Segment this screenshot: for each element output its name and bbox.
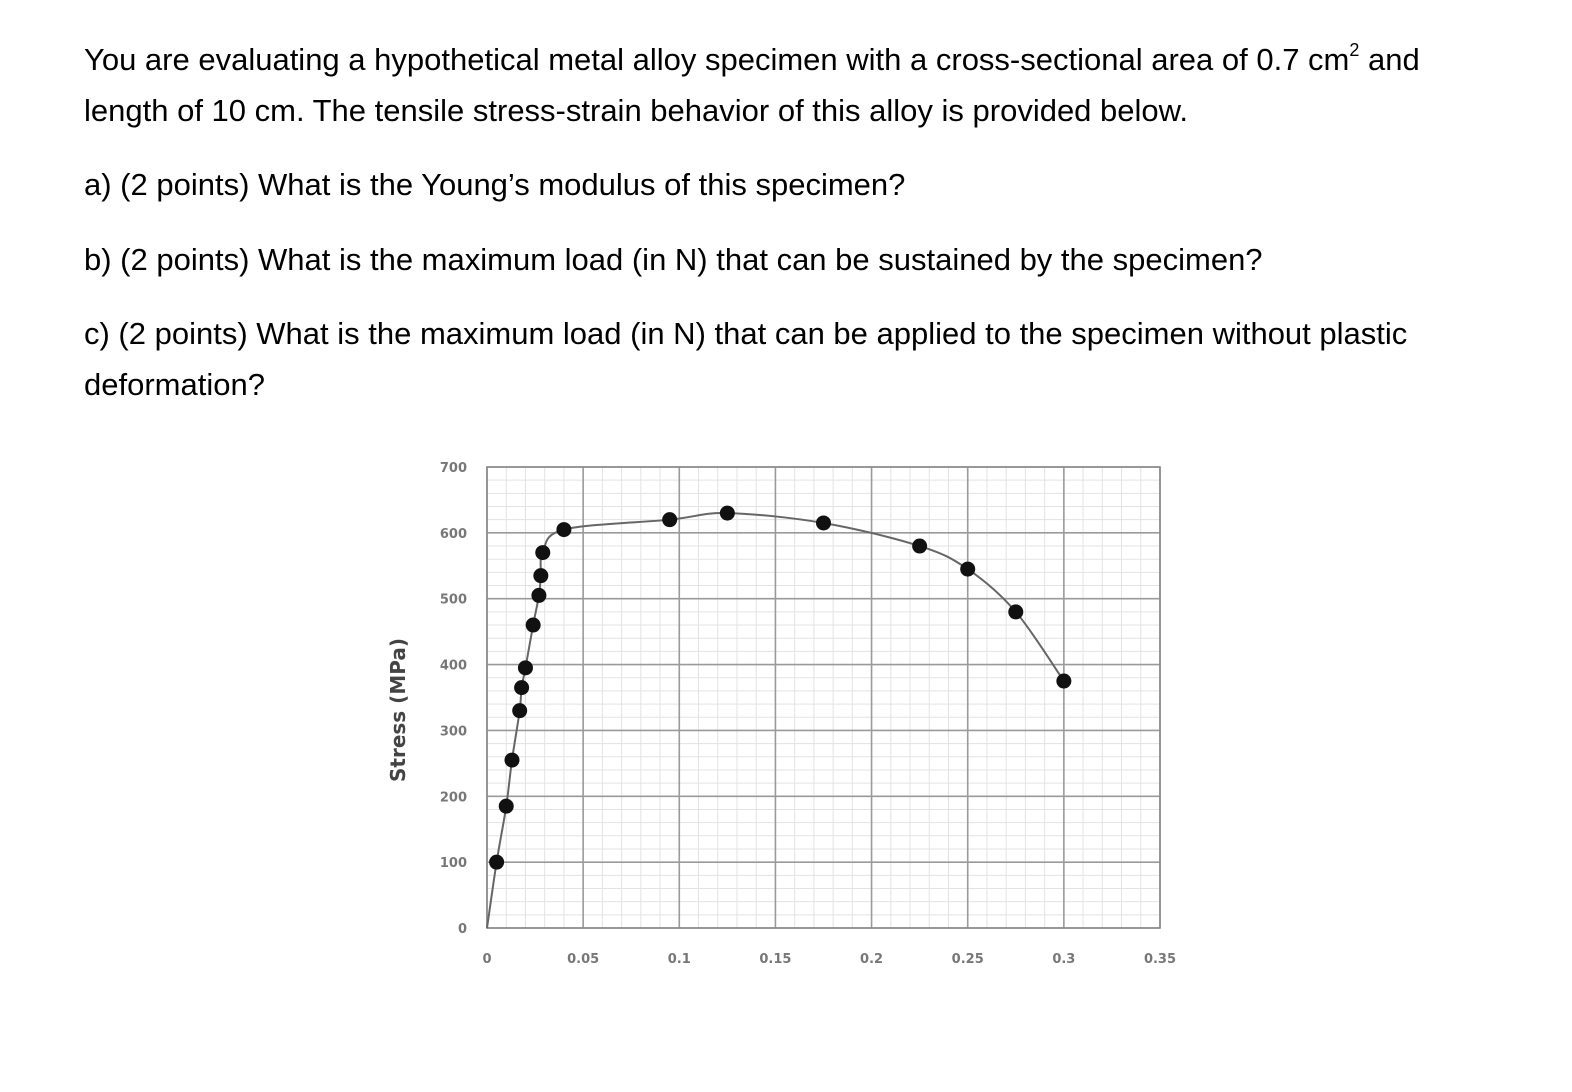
x-tick-label: 0.35 [1143,952,1177,967]
data-point [912,539,927,554]
x-tick-label: 0.15 [759,952,792,967]
y-axis-title: Stress (MPa) [386,638,410,782]
data-point [531,588,546,603]
question-b: b) (2 points) What is the maximum load (in N) that can be sustained by the specimen? [84,242,1263,277]
data-point [526,618,541,633]
data-point [1008,604,1023,619]
data-point [518,660,533,675]
x-tick-label: 0.1 [667,952,691,967]
data-point [720,506,735,521]
data-point [499,799,514,814]
x-tick-label: 0.3 [1052,952,1076,967]
problem-intro [84,34,1504,136]
data-point [960,562,975,577]
data-point [514,680,529,695]
plot-frame [487,467,1160,928]
question-c: c) (2 points) What is the maximum load (in N) that can be applied to the specimen without plastic deformation? [84,316,1408,402]
data-point [489,855,504,870]
y-tick-label: 500 [439,592,467,608]
major-grid [487,467,1160,928]
data-point [1056,674,1071,689]
question-a: a) (2 points) What is the Young’s modulus of this specimen? [84,167,906,202]
x-tick-label: 0.25 [951,952,984,967]
minor-grid [487,467,1160,928]
y-tick-labels [440,461,467,937]
data-point [533,568,548,583]
x-tick-labels [482,952,1176,967]
y-tick-label: 600 [439,526,467,542]
data-point [504,753,519,768]
y-tick-label: 700 [439,461,467,476]
intro-part-2: and length of 10 cm. The tensile stress-strain behavior of this alloy is provided below. [84,42,1420,128]
x-tick-label: 0.2 [860,952,884,967]
data-point [512,703,527,718]
y-tick-label: 100 [439,856,467,872]
x-tick-label: 0 [482,952,492,967]
problem-text [84,34,1504,410]
stress-strain-chart [360,440,1200,1000]
y-tick-label: 400 [439,658,467,674]
y-tick-label: 300 [439,724,467,740]
y-tick-label: 0 [457,922,467,937]
squared-superscript: 2 [1349,39,1360,60]
chart-svg [360,440,1200,1000]
data-point [556,522,571,537]
intro-part-1: You are evaluating a hypothetical metal alloy specimen with a cross-sectional area of 0.7 cm [84,42,1350,77]
x-tick-label: 0.05 [567,952,600,967]
data-point [535,545,550,560]
data-point [662,512,677,527]
data-point [816,515,831,530]
y-tick-label: 200 [439,790,467,806]
plot-border [487,467,1160,928]
